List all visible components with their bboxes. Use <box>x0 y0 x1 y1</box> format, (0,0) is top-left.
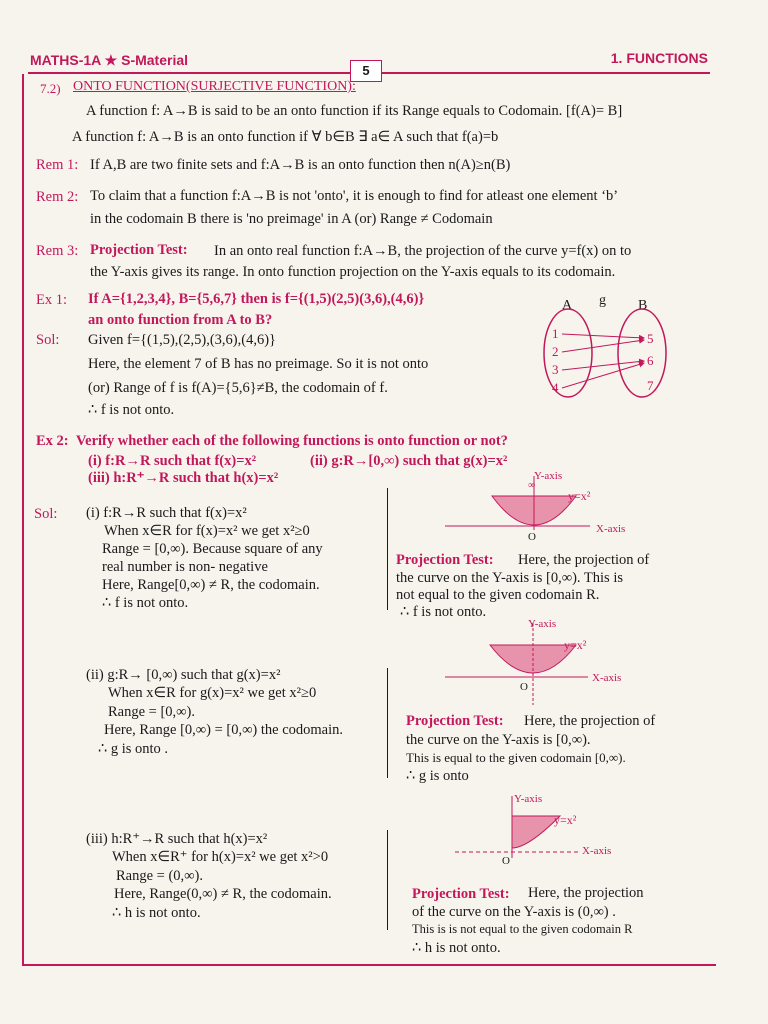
origin-label: O <box>528 531 536 543</box>
y-axis-label: Y-axis <box>528 618 557 630</box>
rem1-label: Rem 1: <box>36 157 79 173</box>
b-element-7: 7 <box>647 378 654 393</box>
graph-part-i <box>440 470 640 550</box>
a-element-3: 3 <box>552 362 559 377</box>
set-a-label: A <box>562 298 573 313</box>
rem3-line1: In an onto real function f:A→B, the projection of the curve y=f(x) on to <box>214 243 632 259</box>
a-element-4: 4 <box>552 380 559 395</box>
part3-line2: When x∈R⁺ for h(x)=x² we get x²>0 <box>112 849 329 865</box>
ex2-question-iii: (iii) h:R⁺→R such that h(x)=x² <box>88 470 279 486</box>
rem1-text: If A,B are two finite sets and f:A→B is an onto function then n(A)≥n(B) <box>90 157 511 173</box>
part2-pt2: the curve on the Y-axis is [0,∞). <box>406 732 591 748</box>
ex2-label: Ex 2: <box>36 433 69 449</box>
part1-pt2: the curve on the Y-axis is [0,∞). This is <box>396 570 623 586</box>
header-right: 1. FUNCTIONS <box>610 50 708 66</box>
ex2-question-ii: (ii) g:R→[0,∞) such that g(x)=x² <box>310 453 508 469</box>
page-number: 5 <box>350 60 382 82</box>
x-axis-label: X-axis <box>582 845 612 857</box>
ex1-label: Ex 1: <box>36 292 68 308</box>
part1-line3: Range = [0,∞). Because square of any <box>102 541 323 557</box>
part3-pt3: This is is not equal to the given codomain R <box>412 922 633 936</box>
rem3-line2: the Y-axis gives its range. In onto function projection on the Y-axis equals to its codomain. <box>90 264 616 280</box>
part1-pt3: not equal to the given codomain R. <box>396 587 600 603</box>
part1-pt-label: Projection Test: <box>396 552 494 568</box>
graph-part-iii <box>450 788 650 878</box>
a-element-1: 1 <box>552 326 559 341</box>
ex1-sol-label: Sol: <box>36 332 60 348</box>
section-title: ONTO FUNCTION(SURJECTIVE FUNCTION): <box>73 79 356 94</box>
part2-pt4: ∴ g is onto <box>406 768 469 784</box>
x-axis-label: X-axis <box>592 672 622 684</box>
part1-pt4: ∴ f is not onto. <box>400 604 487 620</box>
part3-pt2: of the curve on the Y-axis is (0,∞) . <box>412 904 616 920</box>
ex1-question-2: an onto function from A to B? <box>88 312 273 328</box>
arrow-3-6 <box>562 361 644 370</box>
header-left: MATHS-1A ★ S-Material <box>30 52 189 68</box>
graph-part-ii <box>440 615 640 705</box>
origin-label: O <box>520 681 528 693</box>
curve-label: y=x² <box>568 489 591 503</box>
ex1-sol-2: Here, the element 7 of B has no preimage. So it is not onto <box>88 356 429 372</box>
ex1-sol-3: (or) Range of f is f(A)={5,6}≠B, the codomain of f. <box>88 380 388 396</box>
set-b-label: B <box>638 298 648 313</box>
part2-line1: (ii) g:R→ [0,∞) such that g(x)=x² <box>86 667 281 683</box>
part2-line5: ∴ g is onto . <box>98 741 169 757</box>
mapping-diagram <box>530 290 680 410</box>
part2-line3: Range = [0,∞). <box>108 704 195 720</box>
column-divider-3 <box>387 830 388 930</box>
arrow-4-6 <box>562 363 644 388</box>
arrow-1-5 <box>562 334 644 338</box>
section-number: 7.2) <box>40 81 61 96</box>
rem2-label: Rem 2: <box>36 189 79 205</box>
arrow-2-5 <box>562 340 644 352</box>
part3-pt1: Here, the projection <box>528 885 644 901</box>
b-element-5: 5 <box>647 331 654 346</box>
part3-line4: Here, Range(0,∞) ≠ R, the codomain. <box>114 886 332 902</box>
rem3-projection-label: Projection Test: <box>90 242 188 258</box>
part2-pt1: Here, the projection of <box>524 713 656 729</box>
y-axis-label: Y-axis <box>514 793 543 805</box>
part1-line1: (i) f:R→R such that f(x)=x² <box>86 505 247 521</box>
rem2-line1: To claim that a function f:A→B is not 'onto', it is enough to find for atleast one element ‘b’ <box>90 188 619 204</box>
part1-line6: ∴ f is not onto. <box>102 595 189 611</box>
curve-label: y=x² <box>564 638 587 652</box>
infinity-label: ∞ <box>528 480 536 491</box>
ex1-sol-1: Given f={(1,5),(2,5),(3,6),(4,6)} <box>88 332 276 348</box>
part2-pt-label: Projection Test: <box>406 713 504 729</box>
part1-line2: When x∈R for f(x)=x² we get x²≥0 <box>104 523 310 539</box>
ex2-question: Verify whether each of the following functions is onto function or not? <box>76 433 508 449</box>
part2-pt3: This is equal to the given codomain [0,∞). <box>406 750 626 765</box>
origin-label: O <box>502 855 510 867</box>
rem3-label: Rem 3: <box>36 243 79 259</box>
curve-label: y=x² <box>554 813 577 827</box>
ex1-sol-4: ∴ f is not onto. <box>88 402 175 418</box>
part1-line5: Here, Range[0,∞) ≠ R, the codomain. <box>102 577 320 593</box>
part3-line3: Range = (0,∞). <box>116 868 203 884</box>
definition-1: A function f: A→B is said to be an onto function if its Range equals to Codomain. [f(A)= B] <box>86 103 623 119</box>
rem2-line2: in the codomain B there is 'no preimage' in A (or) Range ≠ Codomain <box>90 211 493 227</box>
curve-region <box>512 816 560 848</box>
part1-line4: real number is non- negative <box>102 559 268 575</box>
column-divider-1 <box>387 488 388 610</box>
definition-2: A function f: A→B is an onto function if ∀ b∈B ∃ a∈ A such that f(a)=b <box>72 129 499 145</box>
column-divider-2 <box>387 668 388 778</box>
part3-line1: (iii) h:R⁺→R such that h(x)=x² <box>86 831 268 847</box>
part3-pt-label: Projection Test: <box>412 886 510 902</box>
part2-line2: When x∈R for g(x)=x² we get x²≥0 <box>108 685 317 701</box>
set-b-oval <box>618 309 666 397</box>
a-element-2: 2 <box>552 344 559 359</box>
part3-line5: ∴ h is not onto. <box>112 905 201 921</box>
ex2-question-i: (i) f:R→R such that f(x)=x² <box>88 453 257 469</box>
part1-pt1: Here, the projection of <box>518 552 650 568</box>
b-element-6: 6 <box>647 353 654 368</box>
x-axis-label: X-axis <box>596 523 626 535</box>
part2-line4: Here, Range [0,∞) = [0,∞) the codomain. <box>104 722 344 738</box>
part3-pt4: ∴ h is not onto. <box>412 940 501 956</box>
ex2-sol-label: Sol: <box>34 506 58 522</box>
y-axis-label: Y-axis <box>534 470 563 482</box>
ex1-question-1: If A={1,2,3,4}, B={5,6,7} then is f={(1,5)(2,5)(3,6),(4,6)} <box>88 291 425 307</box>
map-label: g <box>599 293 606 308</box>
